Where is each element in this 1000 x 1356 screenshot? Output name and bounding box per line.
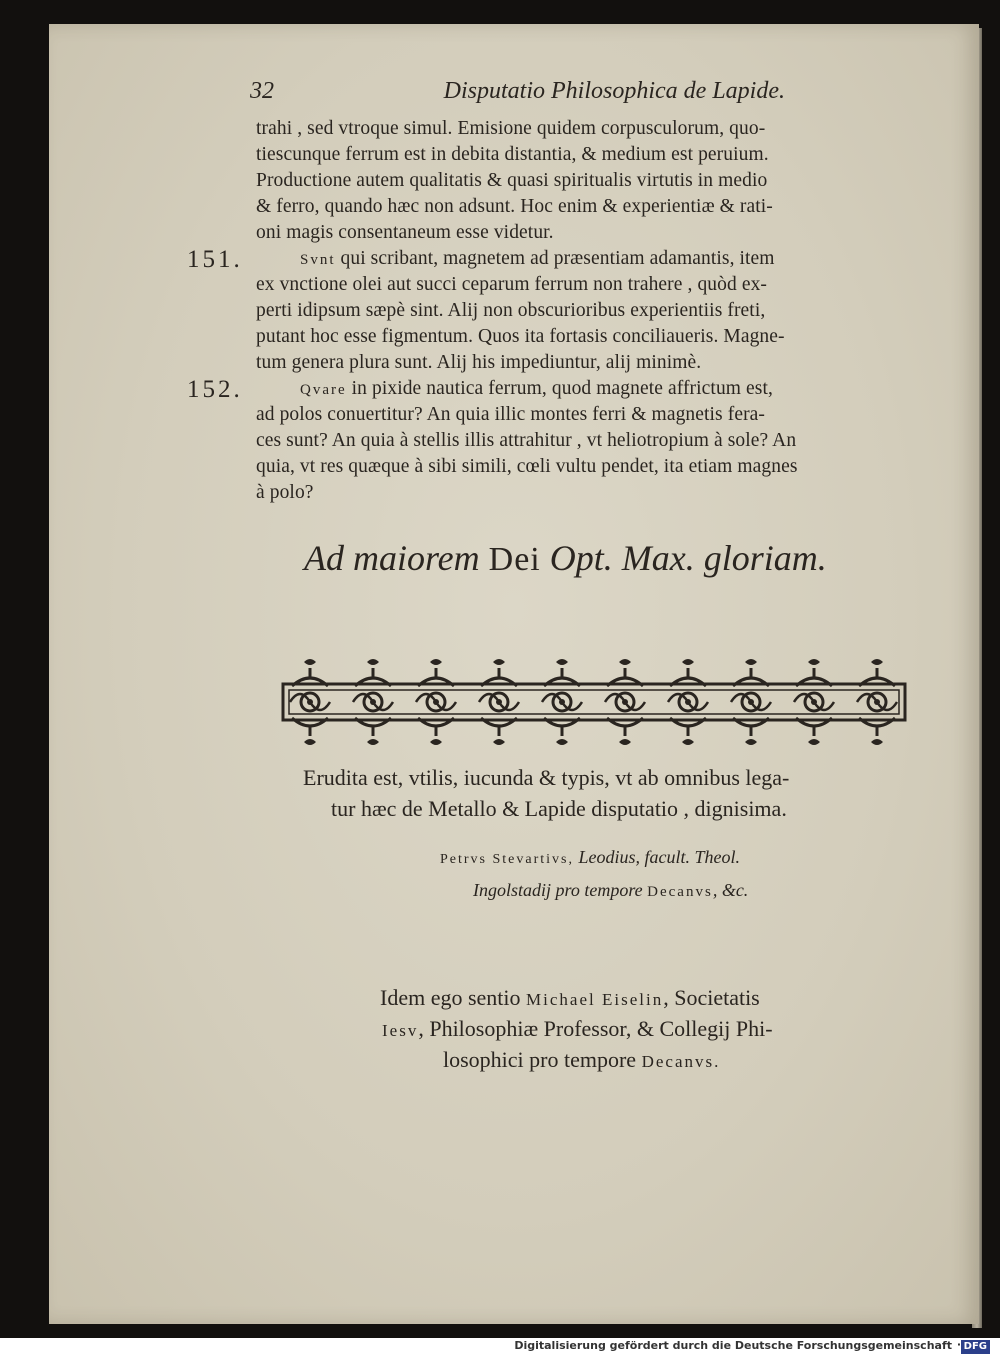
- page-number: 32: [250, 78, 274, 104]
- section-number-152: 152.: [187, 376, 243, 403]
- text-line: ces sunt? An quia à stellis illis attrahitur , vt heliotropium à sole? An: [256, 430, 797, 451]
- text-line: & ferro, quando hæc non adsunt. Hoc enim & experientiæ & rati-: [256, 196, 773, 217]
- text-line: [300, 248, 775, 270]
- section-number-151: 151.: [187, 246, 243, 273]
- ornament-motif: [479, 659, 519, 745]
- running-head: [250, 78, 785, 110]
- text-line: tiescunque ferrum est in debita distantia, & medium est peruium.: [256, 144, 769, 165]
- dfg-logo-icon: DFG: [961, 1340, 990, 1354]
- ornament-motif: [416, 659, 456, 745]
- text-line: ad polos conuertitur? An quia illic montes ferri & magnetis fera-: [256, 404, 766, 425]
- ornament-motif: [605, 659, 645, 745]
- printers-ornament: [275, 656, 913, 748]
- approbation-line: Erudita est, vtilis, iucunda & typis, vt ab omnibus lega-: [303, 765, 790, 790]
- signer-title: Decanvs: [647, 884, 713, 900]
- ornament-motif: [542, 659, 582, 745]
- text-line: quia, vt res quæque à sibi simili, cœli vultu pendet, ita etiam magnes: [256, 456, 798, 477]
- ornament-motif: [794, 659, 834, 745]
- signer-name: Michael Eiselin: [526, 990, 664, 1009]
- signer-name: Petrvs Stevartivs,: [440, 852, 574, 867]
- text-run: , &c.: [712, 880, 749, 900]
- approbation-line: [382, 1016, 773, 1042]
- text-run: qui scribant, magnetem ad præsentiam adamantis, item: [335, 248, 775, 269]
- approbation-line: tur hæc de Metallo & Lapide disputatio , dignisima.: [331, 796, 787, 821]
- approbation-signature: [440, 847, 740, 868]
- text-line: trahi , sed vtroque simul. Emisione quidem corpusculorum, quo-: [256, 118, 766, 139]
- text-line: perti idipsum sæpè sint. Alij non obscurioribus experientiis freti,: [256, 300, 766, 321]
- text-run: Idem ego sentio: [380, 985, 527, 1010]
- section-lead-word: Svnt: [300, 252, 336, 268]
- ornament-motif: [668, 659, 708, 745]
- text-run: Dei: [488, 541, 541, 578]
- approbation-line: [443, 1047, 720, 1073]
- text-line: oni magis consentaneum esse videtur.: [256, 222, 554, 243]
- text-line: à polo?: [256, 482, 314, 503]
- text-run: Ad maiorem: [304, 538, 489, 578]
- text-line: putant hoc esse figmentum. Quos ita fortasis conciliaueris. Magne-: [256, 326, 785, 347]
- text-run: Leodius, facult. Theol.: [574, 847, 740, 867]
- signer-title: Decanvs.: [641, 1052, 721, 1071]
- text-run: losophici pro tempore: [443, 1047, 642, 1072]
- running-head-title: Disputatio Philosophica de Lapide.: [443, 78, 785, 104]
- text-run: , Societatis: [663, 985, 760, 1010]
- text-run: , Philosophiæ Professor, & Collegij Phi-: [418, 1016, 773, 1041]
- text-line: ex vnctione olei aut succi ceparum ferrum non trahere , quòd ex-: [256, 274, 768, 295]
- ornament-motif: [290, 659, 330, 745]
- text-run: in pixide nautica ferrum, quod magnete affrictum est,: [346, 378, 773, 399]
- digitization-footer: [0, 1338, 1000, 1356]
- text-line: tum genera plura sunt. Alij his impediuntur, alij minimè.: [256, 352, 702, 373]
- ornament-motif: [353, 659, 393, 745]
- text-line: Productione autem qualitatis & quasi spiritualis virtutis in medio: [256, 170, 768, 191]
- text-line: [300, 378, 773, 400]
- approbation-signature: [473, 880, 748, 901]
- footer-separator: ·: [956, 1338, 961, 1351]
- text-run: Opt. Max. gloriam.: [540, 538, 827, 578]
- text-run: Iesv: [382, 1021, 419, 1040]
- section-lead-word: Qvare: [300, 382, 347, 398]
- text-run: Ingolstadij pro tempore: [473, 880, 648, 900]
- ornament-motif: [731, 659, 771, 745]
- footer-text: Digitalisierung gefördert durch die Deutsche Forschungsgemeinschaft: [514, 1339, 952, 1352]
- ornament-motif: [857, 659, 897, 745]
- approbation-line: [380, 985, 760, 1011]
- closing-doxology: [304, 537, 827, 579]
